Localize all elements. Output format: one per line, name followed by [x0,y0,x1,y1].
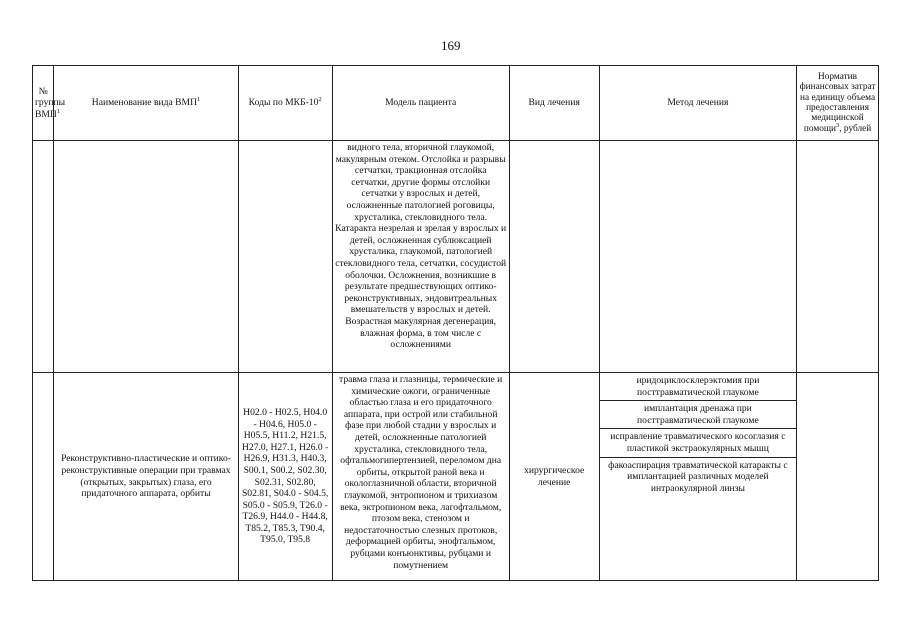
method-item: имплантация дренажа при посттравматической глаукоме [600,401,796,429]
header-group-no: № группы ВМП$^1$ [33,66,54,141]
method-item: факоаспирация травматической катаракты с имплантацией различных моделей интраокулярной линзы [608,459,788,494]
cell-vmp-name [54,141,238,373]
header-row [33,66,879,141]
header-vmp-name: Наименование вида ВМП$^1$ [54,66,238,141]
page-number: 169 [441,38,461,53]
header-icd-codes: Коды по МКБ-$10^2$ [238,66,332,141]
cell-icd-codes: H02.0 - H02.5, H04.0 - H04.6, H05.0 - H05.5, H11.2, H21.5, H27.0, H27.1, H26.0 - H26.9, H31.3, H40.3, S00.1, S00.2, S02.30, S02.31, S02.80, S02.81, S04.0 - S04.5, S05.0 - S05.9, T26.0 - T26.9, H44.0 - H44.8, T85.2, T85.3, T90.4, T95.0, T95.8 [238,373,332,581]
cell-patient-model: видного тела, вторичной глаукомой, макулярным отеком. Отслойка и разрывы сетчатки, тракционная отслойка сетчатки, другие формы отслойки сетчатки у взрослых и детей, осложненные патологией роговицы, хрусталика, стекловидного тела. Катаракта незрелая и зрелая у взрослых и детей, осложненная сублюксацией хрусталика, глаукомой, патологией стекловидного тела, сетчатки, сосудистой оболочки. Осложнения, возникшие в результате предшествующих оптико-реконструктивных, эндовитреальных вмешательств у взрослых и детей. Возрастная макулярная дегенерация, влажная форма, в том числе с осложнениями [332,141,509,373]
cell-cost-norm [797,141,879,373]
header-treatment-type: Вид лечения [509,66,599,141]
cell-group-no [33,373,54,581]
cell-vmp-name: Реконструктивно-пластические и оптико-реконструктивные операции при травмах (открытых, закрытых) глаза, его придаточного аппарата, орбиты [54,373,238,581]
cell-group-no [33,141,54,373]
cell-treatment-method [599,373,796,581]
table-row [33,373,879,581]
table-row [33,141,879,373]
method-item: иридоциклосклерэктомия при посттравматической глаукоме [600,373,796,401]
method-item: исправление травматического косоглазия с пластикой экстраокулярных мышц [600,429,796,457]
header-cost-norm: Норматив финансовых затрат на единицу объема предоставления медицинской помощи$^3$, рублей [797,66,879,141]
cell-cost-norm [797,373,879,581]
header-patient-model: Модель пациента [332,66,509,141]
cell-icd-codes [238,141,332,373]
cell-treatment-type [509,141,599,373]
header-treatment-method: Метод лечения [599,66,796,141]
cell-patient-model: травма глаза и глазницы, термические и химические ожоги, ограниченные областью глаза и его придаточного аппарата, при острой или стабильной фазе при любой стадии у взрослых и детей, осложненные патологией хрусталика, стекловидного тела, офтальмогипертензией, переломом дна орбиты, открытой раной века и окологлазничной области, вторичной глаукомой, энтропионом и трихиазом века, эктропионом века, лагофтальмом, птозом века, стенозом и недостаточностью слезных протоков, деформацией орбиты, энофтальмом, рубцами конъюнктивы, рубцами и помутнением [332,373,509,581]
cell-treatment-type: хирургическое лечение [509,373,599,581]
cell-treatment-method [599,141,796,373]
vmp-table [32,65,879,581]
